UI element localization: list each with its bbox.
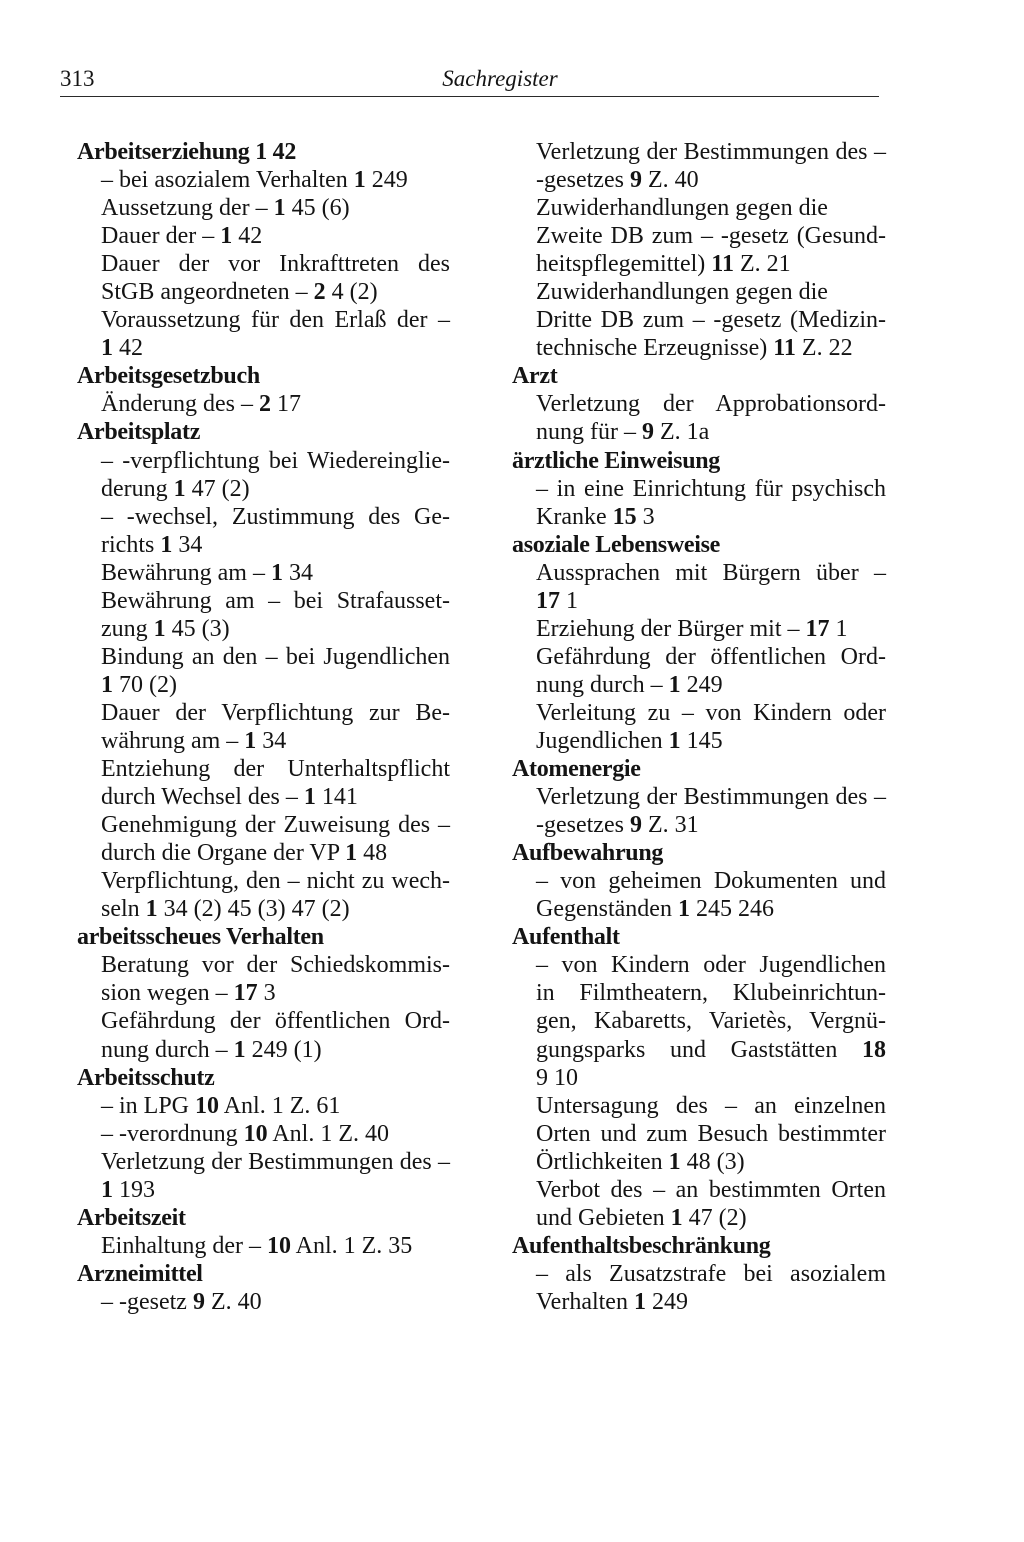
entry-text: Verhalten	[536, 1288, 634, 1315]
entry-text: 45 (3)	[165, 615, 230, 642]
index-heading	[77, 1204, 450, 1232]
index-subentry	[77, 1092, 450, 1120]
entry-text: Dritte DB zum – -gesetz (Medizin-	[536, 307, 886, 334]
entry-text: und Gebieten	[536, 1204, 671, 1231]
volume-reference: 11	[773, 335, 796, 362]
volume-reference: 1	[668, 1148, 681, 1175]
index-subentry	[512, 1260, 886, 1288]
volume-reference: 1	[670, 1204, 683, 1231]
index-heading	[512, 923, 886, 951]
index-heading	[512, 755, 886, 783]
entry-text: Bindung an den – bei Jugendlichen	[101, 643, 450, 670]
entry-text: -gesetzes	[536, 812, 630, 839]
entry-text: Zweite DB zum – -gesetz (Gesund-	[536, 223, 886, 250]
entry-text: zung	[101, 615, 154, 642]
entry-text: 34 (2) 45 (3) 47 (2)	[157, 896, 350, 923]
volume-reference: Arzneimittel	[77, 1260, 203, 1287]
volume-reference: 1	[101, 335, 113, 362]
index-subentry	[77, 531, 450, 559]
volume-reference: Aufenthalt	[512, 924, 620, 951]
entry-text: Verleitung zu – von Kindern oder	[536, 699, 886, 726]
entry-text: nung durch –	[101, 1036, 234, 1063]
index-heading	[77, 1260, 450, 1288]
volume-reference: 1	[668, 727, 681, 754]
index-subentry	[512, 194, 886, 222]
entry-text: – bei asozialem Verhalten	[101, 167, 354, 194]
index-subentry	[77, 390, 450, 418]
entry-text: Gefährdung der öffentlichen Ord-	[101, 1008, 450, 1035]
entry-text: 70 (2)	[113, 671, 177, 698]
index-subentry	[512, 1148, 886, 1176]
index-subentry	[77, 475, 450, 503]
volume-reference: 17	[536, 587, 560, 614]
volume-reference: Arzt	[512, 363, 558, 390]
entry-text: 42	[266, 139, 297, 165]
index-heading	[77, 1064, 450, 1092]
entry-text: 17	[270, 391, 301, 418]
index-subentry	[512, 1120, 886, 1148]
entry-text: Dauer der Verpflichtung zur Be-	[101, 699, 450, 726]
index-subentry	[77, 895, 450, 923]
volume-reference: 1	[220, 223, 233, 250]
index-subentry	[77, 755, 450, 783]
volume-reference: Arbeitsgesetzbuch	[77, 363, 260, 390]
entry-text: Untersagung des – an einzelnen	[536, 1092, 886, 1119]
index-subentry	[77, 615, 450, 643]
volume-reference: Arbeitsplatz	[77, 419, 201, 446]
entry-text: währung am –	[101, 727, 245, 754]
entry-text: Verletzung der Bestimmungen des –	[101, 1148, 450, 1175]
volume-reference: 1	[270, 559, 283, 586]
index-subentry	[512, 306, 886, 334]
volume-reference: Aufbewahrung	[512, 840, 664, 867]
volume-reference: 1	[353, 167, 366, 194]
index-subentry	[512, 1204, 886, 1232]
entry-text: nung durch –	[536, 671, 669, 698]
entry-text: richts	[101, 531, 161, 558]
index-subentry	[77, 671, 450, 699]
entry-text: Anl. 1 Z. 35	[290, 1232, 413, 1259]
entry-text: Gegenständen	[536, 896, 678, 923]
entry-text: Aussetzung der –	[101, 195, 274, 222]
index-subentry	[77, 1288, 450, 1316]
entry-text: – -verordnung	[101, 1120, 244, 1147]
index-subentry	[512, 699, 886, 727]
entry-text: durch die Organe der VP	[101, 840, 346, 867]
entry-text: Beratung vor der Schiedskommis-	[101, 952, 450, 979]
index-subentry	[77, 306, 450, 334]
index-subentry	[512, 1288, 886, 1316]
entry-text: – -gesetz	[101, 1288, 193, 1315]
entry-text: technische Erzeugnisse)	[536, 335, 774, 362]
volume-reference: Atomenergie	[512, 756, 641, 783]
volume-reference: 17	[805, 615, 830, 642]
index-subentry	[77, 867, 450, 895]
index-subentry	[512, 811, 886, 839]
volume-reference: 1	[244, 727, 257, 754]
entry-text: Aussprachen mit Bürgern über –	[536, 559, 886, 586]
volume-reference: 17	[233, 980, 258, 1007]
volume-reference: Aufenthaltsbeschränkung	[512, 1232, 771, 1259]
index-heading	[512, 362, 886, 390]
volume-reference: 15	[612, 503, 637, 530]
index-subentry	[512, 475, 886, 503]
entry-text: heitspflegemittel)	[536, 251, 712, 278]
entry-text: – in eine Einrichtung für psychisch	[536, 475, 886, 502]
entry-text: Dauer der vor Inkrafttreten des	[101, 251, 450, 278]
index-subentry	[77, 1176, 450, 1204]
entry-text: 47 (2)	[185, 475, 250, 502]
entry-text: StGB angeordneten –	[101, 279, 314, 306]
volume-reference: 2	[313, 279, 326, 306]
volume-reference: 1	[160, 531, 173, 558]
entry-text: Anl. 1 Z. 61	[219, 1092, 341, 1119]
volume-reference: 1	[273, 195, 286, 222]
entry-text: Dauer der –	[101, 223, 221, 250]
index-subentry	[512, 895, 886, 923]
index-subentry	[77, 1120, 450, 1148]
volume-reference: 9	[641, 419, 654, 446]
volume-reference: 1	[145, 896, 158, 923]
volume-reference: Arbeitsschutz	[77, 1064, 215, 1091]
volume-reference: arbeitsscheues Verhalten	[77, 924, 324, 951]
entry-text: Erziehung der Bürger mit –	[536, 615, 806, 642]
index-subentry	[77, 951, 450, 979]
entry-text: -gesetzes	[536, 167, 630, 194]
page-number: 313	[60, 66, 95, 91]
entry-text: 34	[282, 559, 313, 586]
index-subentry	[512, 1036, 886, 1064]
index-subentry	[512, 250, 886, 278]
index-subentry	[77, 979, 450, 1007]
entry-text: – -wechsel, Zustimmung des Ge-	[101, 503, 450, 530]
volume-reference: 1	[173, 475, 186, 502]
index-subentry	[77, 250, 450, 278]
volume-reference: 1	[668, 671, 681, 698]
volume-reference: 9	[629, 812, 642, 839]
index-subentry	[512, 278, 886, 306]
entry-text: 4 (2)	[325, 279, 378, 306]
index-subentry	[77, 334, 450, 362]
entry-text: 249 (1)	[245, 1036, 322, 1063]
entry-text: 48 (3)	[680, 1148, 745, 1175]
index-heading	[77, 138, 450, 166]
entry-text: 34	[172, 531, 203, 558]
volume-reference: Arbeitserziehung	[77, 139, 250, 165]
entry-text: Bewährung am – bei Strafausset-	[101, 587, 450, 614]
volume-reference: 1	[255, 139, 267, 165]
index-subentry	[512, 1064, 886, 1092]
index-subentry	[512, 979, 886, 1007]
index-heading	[512, 447, 886, 475]
entry-text: Änderung des –	[101, 391, 259, 418]
volume-reference: Arbeitszeit	[77, 1204, 186, 1231]
index-heading	[512, 1232, 886, 1260]
index-subentry	[512, 166, 886, 194]
entry-text: nung für –	[536, 419, 642, 446]
volume-reference: 9	[629, 167, 642, 194]
index-subentry	[512, 643, 886, 671]
index-subentry	[77, 278, 450, 306]
entry-text: Entziehung der Unterhaltspflicht	[101, 756, 450, 783]
entry-text: 45 (6)	[285, 195, 350, 222]
volume-reference: 1	[101, 1176, 113, 1203]
volume-reference: 1	[633, 1288, 646, 1315]
index-subentry	[77, 503, 450, 531]
entry-text: Bewährung am –	[101, 559, 271, 586]
index-subentry	[512, 390, 886, 418]
index-subentry	[512, 1176, 886, 1204]
index-column-left	[77, 138, 450, 1316]
entry-text: – als Zusatzstrafe bei asozialem	[536, 1260, 886, 1287]
index-subentry	[512, 587, 886, 615]
entry-text: 34	[256, 727, 287, 754]
index-subentry	[512, 138, 886, 166]
entry-text: gen, Kabaretts, Varietès, Vergnü-	[536, 1008, 886, 1035]
entry-text: Z. 40	[204, 1288, 262, 1315]
entry-text: durch Wechsel des –	[101, 784, 304, 811]
index-subentry	[512, 418, 886, 446]
index-subentry	[77, 727, 450, 755]
index-subentry	[77, 447, 450, 475]
entry-text: Gefährdung der öffentlichen Ord-	[536, 643, 886, 670]
entry-text: 1	[829, 615, 848, 642]
index-subentry	[512, 727, 886, 755]
entry-text: – von geheimen Dokumenten und	[536, 868, 886, 895]
volume-reference: 1	[233, 1036, 246, 1063]
volume-reference: asoziale Lebensweise	[512, 531, 720, 558]
index-subentry	[77, 643, 450, 671]
index-heading	[512, 839, 886, 867]
volume-reference: 1	[303, 784, 316, 811]
volume-reference: 10	[195, 1092, 220, 1119]
volume-reference: 11	[711, 251, 734, 278]
volume-reference: 1	[101, 671, 113, 698]
index-subentry	[77, 1036, 450, 1064]
index-subentry	[512, 503, 886, 531]
index-subentry	[77, 587, 450, 615]
index-subentry	[77, 811, 450, 839]
index-heading	[77, 418, 450, 446]
volume-reference: 1	[677, 896, 690, 923]
entry-text: – -verpflichtung bei Wiedereinglie-	[101, 447, 450, 474]
entry-text: 48	[357, 840, 388, 867]
entry-text: Orten und zum Besuch bestimmter	[536, 1120, 886, 1147]
entry-text: Z. 31	[641, 812, 699, 839]
index-subentry	[512, 559, 886, 587]
entry-text: Verletzung der Bestimmungen des –	[536, 139, 886, 165]
entry-text: Z. 40	[641, 167, 699, 194]
entry-text: Verletzung der Bestimmungen des –	[536, 784, 886, 811]
header-rule	[60, 96, 879, 97]
entry-text: 193	[113, 1176, 155, 1203]
index-subentry	[77, 783, 450, 811]
index-subentry	[77, 559, 450, 587]
entry-text: 1	[560, 587, 578, 614]
index-heading	[77, 923, 450, 951]
volume-reference: 2	[258, 391, 271, 418]
entry-text: Z. 22	[795, 335, 853, 362]
entry-text: in Filmtheatern, Klubeinrichtun-	[536, 980, 886, 1007]
entry-text: 42	[232, 223, 263, 250]
index-column-right	[512, 138, 886, 1316]
running-title: Sachregister	[442, 66, 558, 91]
index-subentry	[77, 699, 450, 727]
entry-text: Z. 1a	[653, 419, 710, 446]
entry-text: derung	[101, 475, 174, 502]
index-subentry	[77, 839, 450, 867]
entry-text: 141	[315, 784, 358, 811]
index-subentry	[512, 615, 886, 643]
index-subentry	[77, 222, 450, 250]
entry-text: Örtlichkeiten	[536, 1148, 669, 1175]
index-subentry	[77, 1148, 450, 1176]
index-subentry	[512, 334, 886, 362]
entry-text: sion wegen –	[101, 980, 234, 1007]
volume-reference: 10	[243, 1120, 268, 1147]
index-subentry	[512, 783, 886, 811]
volume-reference: 1	[153, 615, 166, 642]
entry-text: Anl. 1 Z. 40	[267, 1120, 389, 1147]
volume-reference: ärztliche Einweisung	[512, 447, 720, 474]
entry-text: 42	[113, 335, 143, 362]
volume-reference: 18	[862, 1036, 886, 1063]
entry-text: 145	[680, 727, 723, 754]
entry-text: Einhaltung der –	[101, 1232, 267, 1259]
volume-reference: 10	[266, 1232, 291, 1259]
entry-text: gungsparks und Gaststätten	[536, 1036, 862, 1063]
entry-text: 9 10	[536, 1064, 578, 1091]
entry-text: 3	[257, 980, 276, 1007]
volume-reference: 1	[345, 840, 358, 867]
entry-text: Z. 21	[733, 251, 791, 278]
entry-text: seln	[101, 896, 146, 923]
entry-text: – in LPG	[101, 1092, 196, 1119]
entry-text: Zuwiderhandlungen gegen die	[536, 195, 828, 222]
index-subentry	[512, 1007, 886, 1035]
index-subentry	[512, 951, 886, 979]
entry-text: Jugendlichen	[536, 727, 669, 754]
entry-text: 3	[636, 503, 655, 530]
entry-text: Voraussetzung für den Erlaß der –	[101, 307, 450, 334]
index-subentry	[512, 222, 886, 250]
entry-text: Verpflichtung, den – nicht zu wech-	[101, 868, 450, 895]
entry-text: – von Kindern oder Jugendlichen	[536, 952, 886, 979]
entry-text: 245 246	[689, 896, 774, 923]
volume-reference: 9	[192, 1288, 205, 1315]
index-subentry	[512, 671, 886, 699]
index-subentry	[77, 194, 450, 222]
entry-text: Kranke	[536, 503, 613, 530]
entry-text: Verletzung der Approbationsord-	[536, 391, 886, 418]
entry-text: 249	[680, 671, 723, 698]
entry-text: 249	[365, 167, 408, 194]
index-subentry	[77, 1232, 450, 1260]
index-subentry	[512, 1092, 886, 1120]
entry-text: Genehmigung der Zuweisung des –	[101, 812, 450, 839]
index-subentry	[77, 166, 450, 194]
index-subentry	[77, 1007, 450, 1035]
entry-text: Zuwiderhandlungen gegen die	[536, 279, 828, 306]
index-subentry	[512, 867, 886, 895]
entry-text: 249	[645, 1288, 688, 1315]
entry-text: Verbot des – an bestimmten Orten	[536, 1176, 886, 1203]
index-heading	[77, 362, 450, 390]
index-heading	[512, 531, 886, 559]
entry-text: 47 (2)	[682, 1204, 747, 1231]
